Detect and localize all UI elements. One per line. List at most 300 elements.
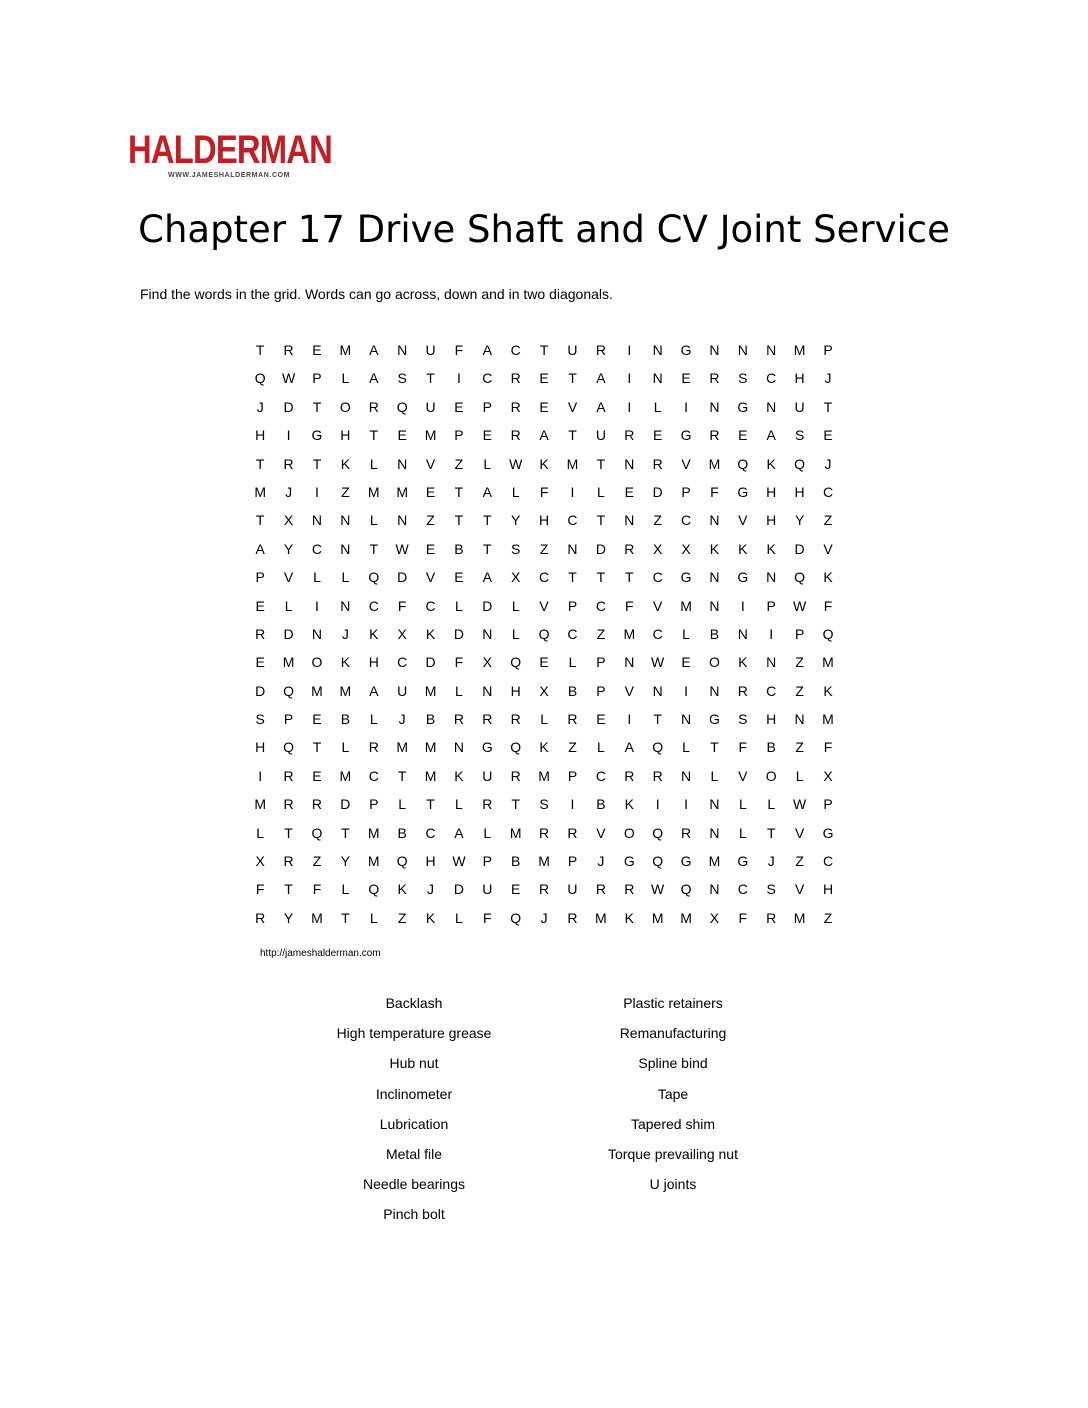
grid-letter: K bbox=[454, 767, 464, 784]
grid-letter: R bbox=[482, 711, 493, 728]
grid-letter: L bbox=[710, 767, 719, 784]
grid-letter: H bbox=[255, 427, 266, 444]
grid-letter: L bbox=[369, 512, 378, 529]
grid-row bbox=[246, 677, 842, 705]
grid-letter: R bbox=[283, 342, 294, 358]
grid-letter: Q bbox=[510, 909, 522, 926]
grid-letter: R bbox=[680, 824, 692, 841]
grid-letter: N bbox=[709, 342, 720, 358]
grid-letter: M bbox=[311, 909, 323, 926]
grid-letter: T bbox=[568, 569, 577, 586]
grid-letter: B bbox=[425, 711, 436, 728]
grid-letter: E bbox=[681, 654, 691, 671]
grid-letter: N bbox=[482, 625, 493, 642]
grid-letter: H bbox=[539, 512, 550, 529]
grid-letter: L bbox=[596, 483, 605, 500]
grid-letter: E bbox=[539, 370, 549, 387]
grid-letter: T bbox=[255, 512, 265, 529]
grid-letter: W bbox=[509, 455, 523, 472]
grid-row bbox=[246, 875, 842, 903]
grid-letter: B bbox=[709, 625, 720, 642]
grid-letter: J bbox=[540, 909, 548, 926]
grid-letter: C bbox=[397, 654, 408, 671]
grid-letter: F bbox=[454, 342, 464, 358]
grid-letter: Z bbox=[426, 512, 435, 529]
grid-letter: M bbox=[339, 767, 352, 784]
grid-letter: O bbox=[339, 398, 351, 415]
grid-letter: S bbox=[539, 796, 549, 813]
grid-letter: F bbox=[738, 909, 748, 926]
grid-letter: U bbox=[482, 881, 493, 898]
grid-letter: L bbox=[455, 796, 463, 813]
grid-letter: P bbox=[766, 597, 776, 614]
grid-letter: L bbox=[341, 370, 350, 387]
grid-letter: R bbox=[368, 739, 379, 756]
grid-letter: P bbox=[823, 796, 833, 813]
grid-letter: L bbox=[682, 625, 690, 642]
grid-letter: E bbox=[596, 711, 606, 728]
grid-letter: Q bbox=[283, 682, 295, 699]
grid-letter: G bbox=[709, 711, 720, 728]
grid-letter: F bbox=[823, 597, 833, 614]
grid-letter: L bbox=[455, 597, 463, 614]
grid-letter: N bbox=[709, 824, 720, 841]
grid-letter: P bbox=[596, 682, 606, 699]
grid-letter: N bbox=[709, 682, 720, 699]
grid-letter: N bbox=[311, 512, 323, 529]
grid-letter: A bbox=[596, 370, 606, 387]
grid-letter: K bbox=[766, 455, 776, 472]
grid-letter: M bbox=[311, 682, 323, 699]
grid-letter: G bbox=[822, 824, 834, 841]
grid-letter: F bbox=[710, 483, 719, 500]
grid-letter: E bbox=[397, 427, 407, 444]
grid-row bbox=[246, 336, 842, 364]
grid-letter: C bbox=[822, 483, 834, 500]
grid-letter: D bbox=[794, 540, 805, 557]
grid-letter: K bbox=[397, 881, 407, 898]
grid-letter: T bbox=[596, 569, 606, 586]
grid-letter: I bbox=[286, 427, 291, 444]
grid-letter: E bbox=[738, 427, 748, 444]
grid-letter: Q bbox=[737, 455, 749, 472]
grid-letter: C bbox=[652, 625, 663, 642]
grid-letter: D bbox=[283, 398, 294, 415]
grid-row bbox=[246, 421, 842, 449]
grid-letter: T bbox=[596, 455, 606, 472]
source-link[interactable]: http://jameshalderman.com bbox=[260, 948, 381, 959]
grid-letter: S bbox=[738, 370, 748, 387]
word-list-item: Spline bind bbox=[638, 1055, 708, 1072]
grid-letter: R bbox=[283, 796, 294, 813]
grid-letter: B bbox=[454, 540, 464, 557]
grid-letter: E bbox=[454, 398, 464, 415]
grid-letter: T bbox=[312, 739, 322, 756]
grid-letter: R bbox=[368, 398, 379, 415]
grid-letter: M bbox=[367, 853, 380, 870]
grid-letter: P bbox=[596, 654, 606, 671]
grid-letter: M bbox=[339, 342, 352, 358]
grid-letter: H bbox=[510, 682, 521, 699]
grid-letter: D bbox=[482, 597, 493, 614]
grid-letter: E bbox=[652, 427, 663, 444]
grid-letter: E bbox=[482, 427, 492, 444]
grid-letter: U bbox=[425, 342, 436, 358]
word-list-item: Tapered shim bbox=[630, 1115, 716, 1132]
grid-letter: G bbox=[623, 853, 635, 870]
grid-letter: D bbox=[340, 796, 351, 813]
grid-letter: P bbox=[567, 853, 578, 870]
grid-letter: R bbox=[737, 682, 748, 699]
grid-letter: I bbox=[315, 483, 319, 500]
grid-letter: K bbox=[425, 909, 436, 926]
word-list-item: Backlash bbox=[385, 995, 443, 1011]
grid-letter: V bbox=[738, 767, 748, 784]
grid-letter: Z bbox=[795, 654, 804, 671]
grid-letter: J bbox=[256, 398, 264, 415]
grid-letter: C bbox=[510, 342, 521, 358]
grid-letter: C bbox=[766, 370, 777, 387]
grid-letter: B bbox=[511, 853, 521, 870]
grid-letter: V bbox=[823, 540, 833, 557]
grid-letter: K bbox=[539, 739, 549, 756]
grid-letter: M bbox=[708, 455, 721, 472]
grid-letter: W bbox=[452, 853, 466, 870]
grid-letter: L bbox=[455, 682, 463, 699]
grid-letter: T bbox=[341, 824, 350, 841]
grid-letter: K bbox=[766, 540, 776, 557]
grid-letter: R bbox=[652, 455, 663, 472]
grid-letter: L bbox=[682, 739, 690, 756]
grid-letter: R bbox=[652, 767, 663, 784]
grid-letter: R bbox=[567, 909, 578, 926]
grid-letter: H bbox=[368, 654, 379, 671]
grid-letter: B bbox=[596, 796, 606, 813]
grid-letter: A bbox=[596, 398, 606, 415]
grid-letter: Z bbox=[312, 853, 322, 870]
grid-letter: T bbox=[710, 739, 719, 756]
word-list-item: Needle bearings bbox=[363, 1176, 465, 1193]
grid-letter: R bbox=[283, 455, 294, 472]
grid-letter: G bbox=[311, 427, 323, 444]
grid-letter: T bbox=[624, 569, 634, 586]
grid-letter: V bbox=[681, 455, 691, 472]
grid-letter: U bbox=[397, 682, 408, 699]
grid-letter: N bbox=[311, 625, 323, 642]
grid-row bbox=[246, 535, 842, 563]
grid-letter: F bbox=[397, 597, 407, 614]
word-list-item: Lubrication bbox=[379, 1115, 449, 1132]
grid-letter: L bbox=[738, 796, 747, 813]
grid-letter: N bbox=[624, 512, 635, 529]
grid-letter: L bbox=[596, 739, 605, 756]
grid-letter: I bbox=[740, 597, 745, 614]
grid-letter: M bbox=[254, 483, 267, 500]
grid-letter: F bbox=[255, 881, 265, 898]
grid-letter: M bbox=[509, 824, 522, 841]
grid-letter: B bbox=[567, 682, 578, 699]
grid-letter: F bbox=[312, 881, 322, 898]
grid-letter: X bbox=[283, 512, 294, 529]
grid-letter: Q bbox=[368, 569, 380, 586]
grid-letter: M bbox=[793, 909, 806, 926]
word-list-item: Tape bbox=[657, 1085, 689, 1102]
grid-letter: C bbox=[822, 853, 834, 870]
grid-letter: E bbox=[454, 569, 464, 586]
grid-letter: Y bbox=[283, 909, 294, 926]
grid-row bbox=[246, 705, 842, 733]
grid-letter: Q bbox=[510, 739, 522, 756]
grid-letter: M bbox=[424, 767, 437, 784]
grid-letter: J bbox=[824, 455, 832, 472]
grid-letter: O bbox=[765, 767, 777, 784]
grid-row bbox=[246, 506, 842, 534]
grid-letter: X bbox=[511, 569, 521, 586]
grid-letter: M bbox=[367, 483, 380, 500]
grid-letter: V bbox=[283, 569, 294, 586]
grid-letter: G bbox=[737, 483, 749, 500]
grid-letter: L bbox=[398, 796, 407, 813]
grid-letter: M bbox=[623, 625, 636, 642]
grid-letter: L bbox=[568, 654, 577, 671]
grid-letter: Y bbox=[340, 853, 351, 870]
grid-letter: N bbox=[397, 512, 408, 529]
grid-letter: L bbox=[511, 483, 520, 500]
grid-letter: M bbox=[793, 342, 806, 358]
grid-letter: N bbox=[453, 739, 464, 756]
grid-letter: F bbox=[539, 483, 549, 500]
word-list-item: Metal file bbox=[385, 1145, 443, 1162]
grid-letter: V bbox=[624, 682, 634, 699]
grid-letter: C bbox=[680, 512, 692, 529]
grid-letter: R bbox=[510, 767, 521, 784]
grid-row bbox=[246, 733, 842, 761]
grid-letter: N bbox=[652, 370, 663, 387]
grid-letter: L bbox=[511, 597, 520, 614]
grid-letter: Q bbox=[311, 824, 323, 841]
grid-letter: D bbox=[453, 625, 464, 642]
grid-letter: T bbox=[426, 370, 435, 387]
grid-letter: Z bbox=[397, 909, 407, 926]
grid-letter: Z bbox=[823, 909, 833, 926]
grid-letter: P bbox=[283, 711, 294, 728]
grid-letter: I bbox=[684, 682, 688, 699]
grid-letter: J bbox=[285, 483, 293, 500]
grid-letter: Q bbox=[652, 824, 664, 841]
word-list-left bbox=[274, 988, 554, 1230]
grid-letter: Z bbox=[454, 455, 464, 472]
grid-letter: V bbox=[596, 824, 606, 841]
grid-letter: L bbox=[795, 767, 804, 784]
grid-letter: R bbox=[624, 767, 635, 784]
grid-letter: P bbox=[794, 625, 805, 642]
grid-letter: H bbox=[822, 881, 834, 898]
grid-letter: T bbox=[596, 512, 606, 529]
word-list-item: Torque prevailing nut bbox=[608, 1145, 738, 1162]
grid-letter: V bbox=[425, 569, 436, 586]
grid-letter: C bbox=[595, 597, 606, 614]
grid-letter: L bbox=[284, 597, 293, 614]
grid-letter: Z bbox=[539, 540, 549, 557]
word-list-item: Pinch bolt bbox=[383, 1206, 445, 1223]
grid-letter: R bbox=[624, 881, 635, 898]
grid-letter: N bbox=[397, 455, 408, 472]
grid-letter: M bbox=[424, 739, 437, 756]
grid-letter: T bbox=[454, 483, 464, 500]
grid-letter: I bbox=[627, 398, 632, 415]
grid-letter: H bbox=[425, 853, 436, 870]
grid-letter: U bbox=[482, 767, 493, 784]
word-list-item: Plastic retainers bbox=[623, 995, 723, 1011]
grid-letter: N bbox=[766, 569, 777, 586]
grid-letter: D bbox=[425, 654, 436, 671]
grid-letter: A bbox=[766, 427, 776, 444]
grid-letter: X bbox=[681, 540, 691, 557]
grid-letter: M bbox=[424, 682, 437, 699]
grid-letter: C bbox=[368, 597, 379, 614]
grid-letter: X bbox=[823, 767, 833, 784]
grid-letter: C bbox=[368, 767, 379, 784]
grid-letter: T bbox=[568, 427, 577, 444]
grid-letter: W bbox=[395, 540, 409, 557]
grid-letter: X bbox=[709, 909, 720, 926]
grid-letter: R bbox=[567, 711, 578, 728]
grid-letter: I bbox=[315, 597, 319, 614]
grid-letter: R bbox=[709, 427, 720, 444]
grid-letter: V bbox=[794, 881, 805, 898]
grid-letter: A bbox=[369, 370, 379, 387]
grid-letter: R bbox=[453, 711, 464, 728]
grid-letter: R bbox=[510, 398, 521, 415]
grid-letter: E bbox=[539, 654, 549, 671]
grid-letter: G bbox=[481, 739, 493, 756]
grid-letter: A bbox=[482, 342, 492, 358]
grid-letter: K bbox=[709, 540, 720, 557]
grid-letter: C bbox=[567, 512, 578, 529]
grid-letter: A bbox=[454, 824, 464, 841]
grid-letter: T bbox=[454, 512, 464, 529]
grid-letter: W bbox=[651, 654, 665, 671]
grid-letter: H bbox=[255, 739, 266, 756]
grid-letter: N bbox=[766, 654, 777, 671]
grid-letter: L bbox=[341, 569, 350, 586]
grid-letter: S bbox=[766, 881, 776, 898]
grid-letter: Z bbox=[568, 739, 577, 756]
grid-letter: L bbox=[511, 625, 520, 642]
grid-letter: V bbox=[738, 512, 748, 529]
grid-letter: Z bbox=[596, 625, 606, 642]
grid-letter: G bbox=[737, 853, 749, 870]
grid-letter: C bbox=[311, 540, 323, 557]
grid-letter: T bbox=[823, 398, 833, 415]
grid-letter: T bbox=[255, 342, 265, 358]
grid-letter: K bbox=[340, 654, 351, 671]
grid-letter: M bbox=[708, 853, 721, 870]
grid-letter: K bbox=[624, 796, 634, 813]
grid-letter: N bbox=[624, 654, 635, 671]
grid-letter: L bbox=[313, 569, 321, 586]
grid-letter: Y bbox=[511, 512, 521, 529]
grid-letter: N bbox=[709, 881, 720, 898]
grid-letter: E bbox=[425, 540, 436, 557]
grid-letter: N bbox=[766, 342, 777, 358]
grid-letter: L bbox=[738, 824, 747, 841]
grid-row bbox=[246, 819, 842, 847]
grid-letter: N bbox=[709, 796, 720, 813]
grid-letter: N bbox=[624, 455, 635, 472]
grid-letter: K bbox=[425, 625, 436, 642]
grid-letter: N bbox=[397, 342, 408, 358]
grid-letter: W bbox=[651, 881, 665, 898]
grid-letter: D bbox=[283, 625, 294, 642]
grid-letter: X bbox=[255, 853, 265, 870]
grid-letter: D bbox=[255, 682, 266, 699]
grid-row bbox=[246, 790, 842, 818]
grid-letter: R bbox=[510, 711, 521, 728]
grid-letter: M bbox=[339, 682, 352, 699]
grid-letter: Z bbox=[795, 739, 804, 756]
word-search-grid bbox=[246, 336, 842, 932]
grid-letter: E bbox=[255, 597, 265, 614]
grid-letter: E bbox=[823, 427, 833, 444]
grid-letter: R bbox=[510, 370, 521, 387]
grid-letter: G bbox=[680, 427, 692, 444]
grid-letter: T bbox=[483, 512, 492, 529]
grid-letter: F bbox=[738, 739, 748, 756]
grid-letter: J bbox=[398, 711, 406, 728]
grid-letter: J bbox=[597, 853, 605, 870]
grid-row bbox=[246, 563, 842, 591]
grid-letter: X bbox=[482, 654, 492, 671]
grid-letter: N bbox=[709, 512, 720, 529]
grid-letter: S bbox=[738, 711, 748, 728]
grid-letter: N bbox=[794, 711, 805, 728]
grid-letter: F bbox=[454, 654, 464, 671]
word-list-item: Inclinometer bbox=[375, 1085, 453, 1102]
grid-letter: G bbox=[737, 569, 749, 586]
grid-row bbox=[246, 364, 842, 392]
grid-letter: Z bbox=[795, 682, 804, 699]
page-title: Chapter 17 Drive Shaft and CV Joint Service bbox=[138, 208, 950, 251]
grid-letter: X bbox=[397, 625, 407, 642]
grid-row bbox=[246, 592, 842, 620]
grid-letter: D bbox=[652, 483, 663, 500]
grid-letter: I bbox=[769, 625, 774, 642]
grid-letter: W bbox=[793, 597, 807, 614]
grid-letter: M bbox=[595, 909, 607, 926]
grid-letter: M bbox=[396, 483, 408, 500]
grid-letter: T bbox=[426, 796, 435, 813]
grid-letter: T bbox=[312, 398, 322, 415]
grid-letter: M bbox=[254, 796, 267, 813]
grid-letter: O bbox=[709, 654, 720, 671]
grid-letter: N bbox=[567, 540, 578, 557]
grid-letter: U bbox=[425, 398, 436, 415]
grid-letter: E bbox=[255, 654, 265, 671]
grid-letter: G bbox=[737, 398, 749, 415]
grid-letter: S bbox=[255, 711, 265, 728]
grid-letter: I bbox=[570, 796, 575, 813]
grid-letter: I bbox=[627, 711, 632, 728]
grid-letter: B bbox=[766, 739, 776, 756]
grid-letter: H bbox=[340, 427, 351, 444]
grid-letter: N bbox=[709, 569, 720, 586]
grid-letter: I bbox=[456, 370, 461, 387]
grid-letter: N bbox=[709, 597, 720, 614]
grid-letter: Z bbox=[341, 483, 350, 500]
grid-letter: C bbox=[595, 767, 606, 784]
grid-letter: I bbox=[684, 398, 688, 415]
